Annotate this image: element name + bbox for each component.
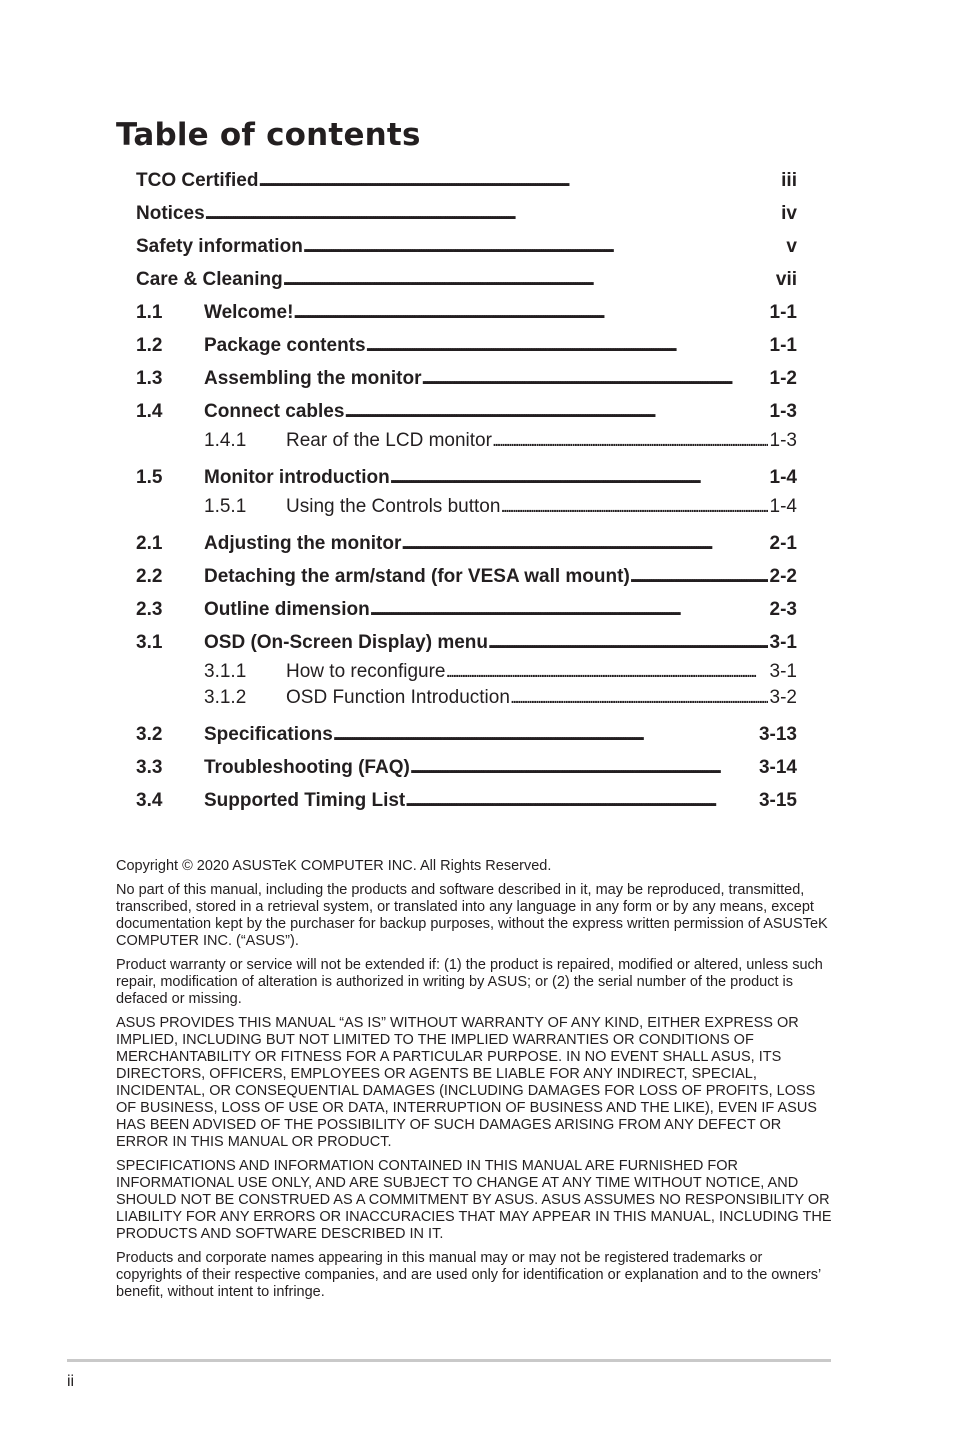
- legal-paragraph-warranty: Product warranty or service will not be extended if: (1) the product is repaired, modified or altered, unless such repair, modification of alteration is authorized in writing by ASUS; or (2) the serial number of the product is defaced or missing.: [116, 957, 823, 1007]
- toc-entry-number: 3.1.2: [204, 687, 247, 708]
- toc-entry-page: 2-1: [769, 533, 797, 554]
- toc-entry-safety-information[interactable]: [136, 230, 797, 263]
- table-of-contents: [136, 164, 797, 817]
- toc-leader-dots: [283, 263, 774, 296]
- toc-entry-number: 3.1.1: [204, 661, 247, 682]
- legal-notice: [116, 858, 832, 1308]
- toc-leader-dots: [421, 362, 767, 395]
- toc-entry-2-2[interactable]: [136, 560, 797, 593]
- toc-entry-label: Troubleshooting (FAQ): [204, 757, 410, 778]
- toc-entry-page: 1-1: [769, 335, 797, 356]
- legal-paragraph-specifications: SPECIFICATIONS AND INFORMATION CONTAINED IN THIS MANUAL ARE FURNISHED FOR INFORMATIONAL USE ONLY, AND ARE SUBJECT TO CHANGE AT ANY TIME WITHOUT NOTICE, AND SHOULD NOT BE CONSTRUED AS A COMMITMENT BY ASUS. ASUS ASSUMES NO RESPONSIBILITY OR LIABILITY FOR ANY ERRORS OR INACCURACIES THAT MAY APPEAR IN THIS MANUAL, INCLUDING THE PRODUCTS AND SOFTWARE DESCRIBED IN IT.: [116, 1158, 832, 1242]
- toc-entry-number: 3.3: [136, 757, 163, 778]
- toc-leader-dots: [205, 197, 780, 230]
- toc-leader-dots: [410, 751, 757, 784]
- toc-entry-1-2[interactable]: [136, 329, 797, 362]
- toc-entry-page: 1-4: [769, 467, 797, 488]
- toc-entry-1-1[interactable]: [136, 296, 797, 329]
- legal-paragraph-disclaimer: ASUS PROVIDES THIS MANUAL “AS IS” WITHOUT WARRANTY OF ANY KIND, EITHER EXPRESS OR IMPLIED, INCLUDING BUT NOT LIMITED TO THE IMPLIED WARRANTIES OR CONDITIONS OF MERCHANTABILITY OR FITNESS FOR A PARTICULAR PURPOSE. IN NO EVENT SHALL ASUS, ITS DIRECTORS, OFFICERS, EMPLOYEES OR AGENTS BE LIABLE FOR ANY INDIRECT, SPECIAL, INCIDENTAL, OR CONSEQUENTIAL DAMAGES (INCLUDING DAMAGES FOR LOSS OF PROFITS, LOSS OF BUSINESS, LOSS OF USE OR DATA, INTERRUPTION OF BUSINESS AND THE LIKE), EVEN IF ASUS HAS BEEN ADVISED OF THE POSSIBILITY OF SUCH DAMAGES ARISING FROM ANY DEFECT OR ERROR IN THIS MANUAL OR PRODUCT.: [116, 1015, 817, 1150]
- legal-paragraph-reproduction: No part of this manual, including the products and software described in it, may be reproduced, transmitted, transcribed, stored in a retrieval system, or translated into any language in any form or by any means, except documentation kept by the purchaser for backup purposes, without the express written permission of ASUSTeK COMPUTER INC. (“ASUS”).: [116, 882, 828, 949]
- toc-entry-page: 3-13: [758, 724, 797, 745]
- toc-entry-number: 3.1: [136, 632, 163, 653]
- toc-leader-dots: [258, 164, 779, 197]
- toc-entry-label: Notices: [136, 203, 205, 224]
- toc-entry-care-cleaning[interactable]: [136, 263, 797, 296]
- toc-entry-page: iii: [781, 170, 797, 191]
- toc-entry-2-1[interactable]: [136, 527, 797, 560]
- toc-entry-number: 1.1: [136, 302, 163, 323]
- toc-entry-page: 2-2: [769, 566, 797, 587]
- toc-entry-label: Welcome!: [204, 302, 294, 323]
- toc-entry-label: Safety information: [136, 236, 303, 257]
- toc-entry-label: Supported Timing List: [204, 790, 406, 811]
- toc-entry-label: Assembling the monitor: [204, 368, 422, 389]
- toc-entry-label: How to reconfigure: [286, 661, 446, 682]
- toc-entry-label: OSD Function Introduction: [286, 687, 510, 708]
- toc-leader-dots: [293, 296, 767, 329]
- toc-entry-label: Outline dimension: [204, 599, 370, 620]
- toc-entry-3-2[interactable]: [136, 718, 797, 751]
- toc-leader-dots: [344, 395, 767, 428]
- toc-entry-number: 1.5: [136, 467, 163, 488]
- page-title: Table of contents: [116, 117, 421, 153]
- toc-entry-label: Care & Cleaning: [136, 269, 283, 290]
- toc-entry-notices[interactable]: [136, 197, 797, 230]
- toc-entry-number: 1.4.1: [204, 430, 247, 451]
- toc-entry-page: 3-15: [758, 790, 797, 811]
- toc-entry-label: Using the Controls button: [286, 496, 501, 517]
- toc-entry-1-4[interactable]: [136, 395, 797, 428]
- copyright-line: Copyright © 2020 ASUSTeK COMPUTER INC. All Rights Reserved.: [116, 858, 552, 874]
- toc-entry-label: Adjusting the monitor: [204, 533, 402, 554]
- toc-entry-page: 3-2: [769, 687, 797, 708]
- toc-leader-dots: [401, 527, 767, 560]
- toc-entry-1-3[interactable]: [136, 362, 797, 395]
- toc-entry-label: Rear of the LCD monitor: [286, 430, 492, 451]
- toc-entry-page: 3-1: [769, 661, 797, 682]
- toc-entry-label: Connect cables: [204, 401, 345, 422]
- toc-entry-1-5[interactable]: [136, 461, 797, 494]
- toc-leader-dots: [445, 659, 767, 685]
- toc-entry-3-3[interactable]: [136, 751, 797, 784]
- toc-entry-number: 2.2: [136, 566, 163, 587]
- page-number: ii: [67, 1373, 75, 1390]
- toc-entry-page: 1-3: [769, 401, 797, 422]
- toc-entry-page: 2-3: [769, 599, 797, 620]
- toc-leader-dots: [390, 461, 768, 494]
- toc-entry-3-1[interactable]: [136, 626, 797, 659]
- toc-entry-label: TCO Certified: [136, 170, 259, 191]
- toc-entry-number: 2.1: [136, 533, 163, 554]
- toc-entry-2-3[interactable]: [136, 593, 797, 626]
- toc-entry-1-5-1[interactable]: [136, 494, 797, 520]
- toc-entry-page: 3-14: [758, 757, 797, 778]
- toc-leader-dots: [405, 784, 757, 817]
- toc-entry-number: 2.3: [136, 599, 163, 620]
- toc-entry-page: 3-1: [769, 632, 797, 653]
- toc-entry-page: iv: [781, 203, 797, 224]
- toc-entry-tco-certified[interactable]: [136, 164, 797, 197]
- toc-entry-label: Specifications: [204, 724, 333, 745]
- toc-leader-dots: [500, 494, 767, 520]
- toc-entry-1-4-1[interactable]: [136, 428, 797, 454]
- toc-entry-label: Detaching the arm/stand (for VESA wall mount): [204, 566, 630, 587]
- toc-entry-number: 1.5.1: [204, 496, 247, 517]
- toc-leader-dots: [492, 428, 768, 454]
- toc-entry-page: 1-1: [769, 302, 797, 323]
- toc-leader-dots: [630, 560, 768, 593]
- toc-entry-page: vii: [775, 269, 797, 290]
- toc-leader-dots: [303, 230, 785, 263]
- toc-leader-dots: [510, 685, 768, 711]
- toc-leader-dots: [370, 593, 768, 626]
- toc-entry-number: 3.2: [136, 724, 163, 745]
- footer-divider: [67, 1359, 831, 1362]
- toc-entry-3-1-1[interactable]: [136, 659, 797, 685]
- legal-paragraph-trademarks: Products and corporate names appearing in this manual may or may not be registered trademarks or copyrights of their respective companies, and are used only for identification or explanation and to the owners’ benefit, without intent to infringe.: [116, 1250, 821, 1300]
- toc-entry-page: 1-2: [769, 368, 797, 389]
- toc-entry-3-4[interactable]: [136, 784, 797, 817]
- toc-entry-number: 3.4: [136, 790, 163, 811]
- toc-entry-label: OSD (On-Screen Display) menu: [204, 632, 489, 653]
- toc-entry-number: 1.4: [136, 401, 163, 422]
- toc-leader-dots: [366, 329, 768, 362]
- toc-entry-page: 1-3: [769, 430, 797, 451]
- toc-leader-dots: [488, 626, 768, 659]
- toc-entry-label: Monitor introduction: [204, 467, 390, 488]
- toc-entry-page: 1-4: [769, 496, 797, 517]
- toc-leader-dots: [333, 718, 757, 751]
- toc-entry-3-1-2[interactable]: [136, 685, 797, 711]
- toc-entry-page: v: [786, 236, 797, 257]
- toc-entry-number: 1.3: [136, 368, 163, 389]
- toc-entry-label: Package contents: [204, 335, 366, 356]
- toc-entry-number: 1.2: [136, 335, 163, 356]
